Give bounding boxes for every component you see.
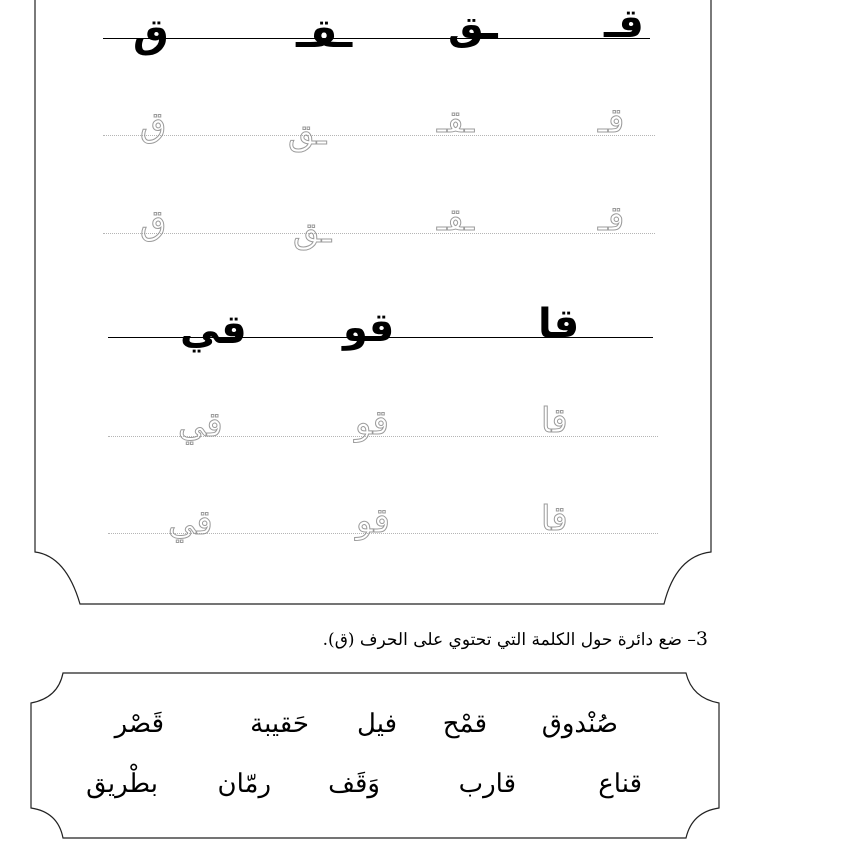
exercise-instruction-text: – ضع دائرة حول الكلمة التي تحتوي على الحرف (ق). <box>322 630 696 650</box>
model-letter-isolated: ق <box>133 11 169 57</box>
trace-guideline <box>103 233 655 234</box>
model-letter-initial: قـ <box>604 1 644 47</box>
exercise-word[interactable]: قارب <box>458 769 516 799</box>
exercise-word[interactable]: فيل <box>357 709 397 739</box>
trace-syllable: قي <box>168 503 213 543</box>
model-letter-final: ـق <box>448 2 498 48</box>
trace-letter: ـق <box>293 211 332 251</box>
model-syllable: قو <box>343 305 395 351</box>
exercise-word[interactable]: وَقَف <box>328 769 380 799</box>
exercise-word[interactable]: حَقيبة <box>250 709 309 739</box>
model-letter-medial: ـقـ <box>296 11 353 57</box>
model-syllable: قا <box>538 301 580 347</box>
exercise-frame-border <box>31 673 719 838</box>
trace-syllable: قو <box>356 501 390 541</box>
trace-syllable: قا <box>541 401 568 441</box>
model-syllable: قي <box>180 307 247 353</box>
trace-syllable: قي <box>178 405 223 445</box>
model-letter-baseline <box>103 38 650 39</box>
trace-letter: ـقـ <box>437 101 475 141</box>
exercise-word[interactable]: بطْريق <box>86 769 158 799</box>
exercise-number: 3 <box>695 628 708 650</box>
trace-letter: قـ <box>598 101 625 141</box>
trace-guideline <box>103 135 655 136</box>
exercise-word[interactable]: قمْح <box>442 709 487 739</box>
trace-letter: قـ <box>598 199 625 239</box>
trace-syllable: قا <box>541 499 568 539</box>
trace-syllable: قو <box>355 403 389 443</box>
trace-letter: ق <box>140 105 167 145</box>
exercise-word[interactable]: رمّان <box>217 769 271 799</box>
trace-letter: ـق <box>288 113 327 153</box>
exercise-word[interactable]: قناع <box>598 769 642 799</box>
exercise-word[interactable]: قَصْر <box>114 709 164 739</box>
exercise-word[interactable]: صُنْدوق <box>541 709 618 739</box>
trace-letter: ـقـ <box>437 199 475 239</box>
exercise-instruction <box>323 628 708 650</box>
trace-letter: ق <box>140 203 167 243</box>
